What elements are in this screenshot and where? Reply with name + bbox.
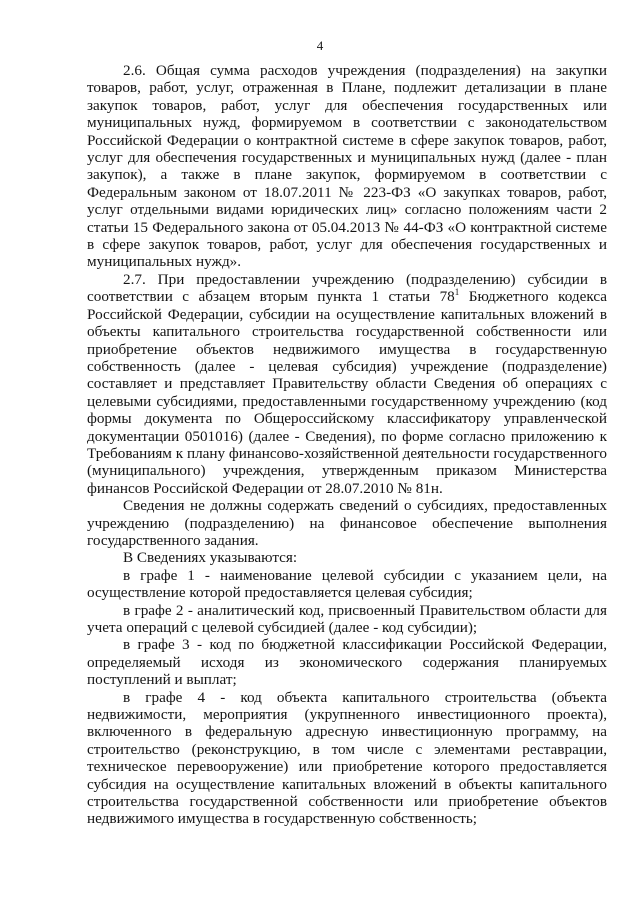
- list-item-column-4: в графе 4 - код объекта капитального строительства (объекта недвижимости, мероприятия (укрупненного инвестиционного проекта), включенного в федеральную адресную инвестиционную программу, на строительство (реконструкцию, в том числе с элементами реставрации, техническое перевооружение) или приобретение которого предоставляется субсидия на осуществление капитальных вложений в объекты капитального строительства государственной собственности или приобретение объектов недвижимого имущества в государственную собственность;: [87, 688, 607, 828]
- paragraph-2-6: 2.6. Общая сумма расходов учреждения (подразделения) на закупки товаров, работ, услуг, отраженная в Плане, подлежит детализации в плане закупок товаров, работ, услуг для обеспечения государственных или муниципальных нужд, формируемом в соответствии с законодательством Российской Федерации о контрактной системе в сфере закупок товаров, работ, услуг для обеспечения государственных и муниципальных нужд (далее - план закупок), а также в плане закупок, формируемом в соответствии с Федеральным законом от 18.07.2011 № 223-ФЗ «О закупках товаров, работ, услуг отдельными видами юридических лиц» согласно положениям части 2 статьи 15 Федерального закона от 05.04.2013 № 44-ФЗ «О контрактной системе в сфере закупок товаров, работ, услуг для обеспечения государственных и муниципальных нужд».: [87, 62, 607, 271]
- paragraph-2-7-text-end: Бюджетного кодекса Российской Федерации, субсидии на осуществление капитальных вложений в объекты капитального строительства государственной собственности или приобретение объектов недвижимого имущества в государственную собственность (далее - целевая субсидия) учреждение (подразделение) составляет и представляет Правительству области Сведения об операциях с целевыми субсидиями, предоставленными государственному учреждению (код формы документа по Общероссийскому классификатору управленческой документации 0501016) (далее - Сведения), по форме согласно приложению к Требованиям к плану финансово-хозяйственной деятельности государственного (муниципального) учреждения, утвержденным приказом Министерства финансов Российской Федерации от 28.07.2010 № 81н.: [87, 288, 607, 497]
- list-item-column-3: в графе 3 - код по бюджетной классификации Российской Федерации, определяемый исходя из экономического содержания планируемых поступлений и выплат;: [87, 636, 607, 689]
- article-superscript: 1: [454, 287, 460, 298]
- list-item-column-1: в графе 1 - наименование целевой субсидии с указанием цели, на осуществление которой предоставляется целевая субсидия;: [87, 566, 607, 602]
- list-item-column-2: в графе 2 - аналитический код, присвоенный Правительством области для учета операций с целевой субсидией (далее - код субсидии);: [87, 601, 607, 636]
- document-body: [87, 62, 607, 828]
- page-number: 4: [316, 38, 324, 53]
- paragraph-2-7: [87, 271, 607, 497]
- paragraph-intro-list: В Сведениях указываются:: [123, 549, 298, 567]
- paragraph-2-7-text-start: 2.7. При предоставлении учреждению (подразделению) субсидии в соответствии с абзацем вторым пункта 1 статьи 78: [87, 270, 607, 306]
- paragraph-exclusion: Сведения не должны содержать сведений о субсидиях, предоставленных учреждению (подразделению) на финансовое обеспечение выполнения государственного задания.: [87, 497, 607, 549]
